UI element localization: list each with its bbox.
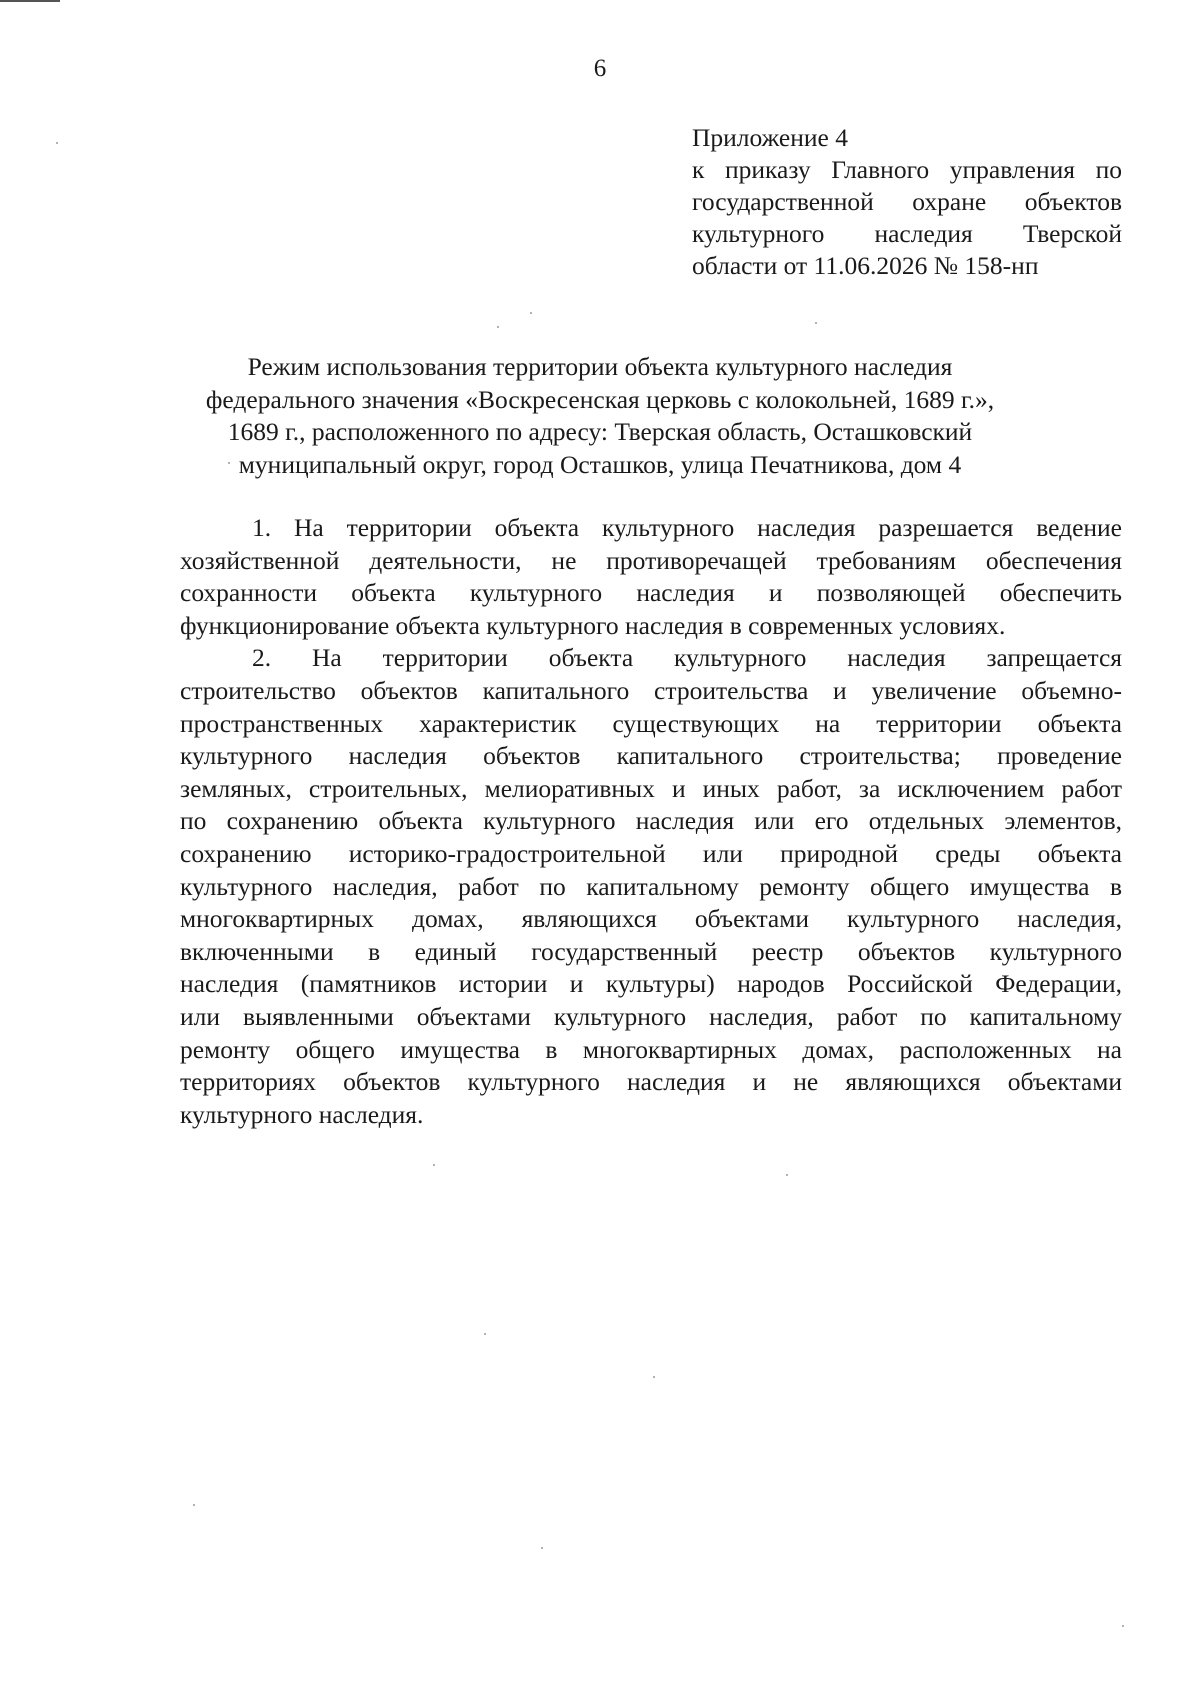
scan-speck xyxy=(1122,1625,1124,1627)
document-body xyxy=(180,512,1122,1131)
title-line: 1689 г., расположенного по адресу: Тверская область, Осташковский xyxy=(227,417,973,446)
paragraph-line: многоквартирных домах, являющихся объектами культурного наследия, xyxy=(180,904,1122,934)
paragraph-line: земляных, строительных, мелиоративных и иных работ, за исключением работ xyxy=(180,773,1122,803)
appendix-agency-line: государственной охране объектов xyxy=(692,187,1122,216)
paragraph-line: строительство объектов капитального строительства и увеличение объемно- xyxy=(180,675,1122,705)
title-line: муниципальный округ, город Осташков, улица Печатникова, дом 4 xyxy=(238,449,962,479)
appendix-agency-line-2: культурного наследия Тверской xyxy=(692,219,1122,248)
paragraph-line: территориях объектов культурного наследия и не являющихся объектами xyxy=(180,1067,1122,1097)
scan-speck xyxy=(653,1376,655,1378)
title-line: федерального значения «Воскресенская церковь с колокольней, 1689 г.», xyxy=(205,384,995,414)
paragraph-line: ремонту общего имущества в многоквартирных домах, расположенных на xyxy=(180,1034,1122,1064)
paragraph-line: пространственных характеристик существующих на территории объекта xyxy=(180,708,1122,738)
paragraph-2 xyxy=(180,642,1122,1131)
scan-speck xyxy=(815,322,817,324)
scan-speck xyxy=(530,312,532,314)
paragraph-line: 2. На территории объекта культурного наследия запрещается xyxy=(252,643,1122,673)
paragraph-line: включенными в единый государственный реестр объектов культурного xyxy=(180,936,1122,966)
appendix-date-number: области от 11.06.2026 № 158-нп xyxy=(692,251,1039,280)
paragraph-line: или выявленными объектами культурного наследия, работ по капитальному xyxy=(180,1001,1122,1031)
paragraph-1 xyxy=(180,512,1122,642)
document-title xyxy=(160,351,1040,481)
paragraph-line: сохранности объекта культурного наследия и позволяющей обеспечить xyxy=(180,578,1122,608)
paragraph-line: наследия (памятников истории и культуры) народов Российской Федерации, xyxy=(180,969,1122,999)
paragraph-line: культурного наследия объектов капитального строительства; проведение xyxy=(180,741,1122,771)
page-number: 6 xyxy=(593,55,607,82)
scan-corner-mark xyxy=(0,0,60,2)
paragraph-line: функционирование объекта культурного наследия в современных условиях. xyxy=(180,610,1006,640)
scan-speck xyxy=(56,142,58,144)
paragraph-line: культурного наследия. xyxy=(180,1099,424,1129)
paragraph-line: хозяйственной деятельности, не противоречащей требованиям обеспечения xyxy=(180,545,1122,575)
scan-speck xyxy=(433,1164,435,1166)
title-line: Режим использования территории объекта культурного наследия xyxy=(247,352,953,381)
scan-speck xyxy=(541,1547,543,1549)
scan-speck xyxy=(228,462,230,464)
appendix-order-line: к приказу Главного управления по xyxy=(692,155,1122,184)
paragraph-line: сохранению историко-градостроительной или природной среды объекта xyxy=(180,838,1122,868)
scan-speck xyxy=(193,1504,195,1506)
appendix-label: Приложение 4 xyxy=(692,123,848,152)
paragraph-line: 1. На территории объекта культурного наследия разрешается ведение xyxy=(252,513,1122,542)
scan-speck xyxy=(786,1174,788,1176)
scan-speck xyxy=(497,326,499,328)
scan-speck xyxy=(484,1333,486,1335)
paragraph-line: по сохранению объекта культурного наследия или его отдельных элементов, xyxy=(180,806,1122,836)
appendix-reference xyxy=(692,122,1122,282)
paragraph-line: культурного наследия, работ по капитальному ремонту общего имущества в xyxy=(180,871,1122,901)
